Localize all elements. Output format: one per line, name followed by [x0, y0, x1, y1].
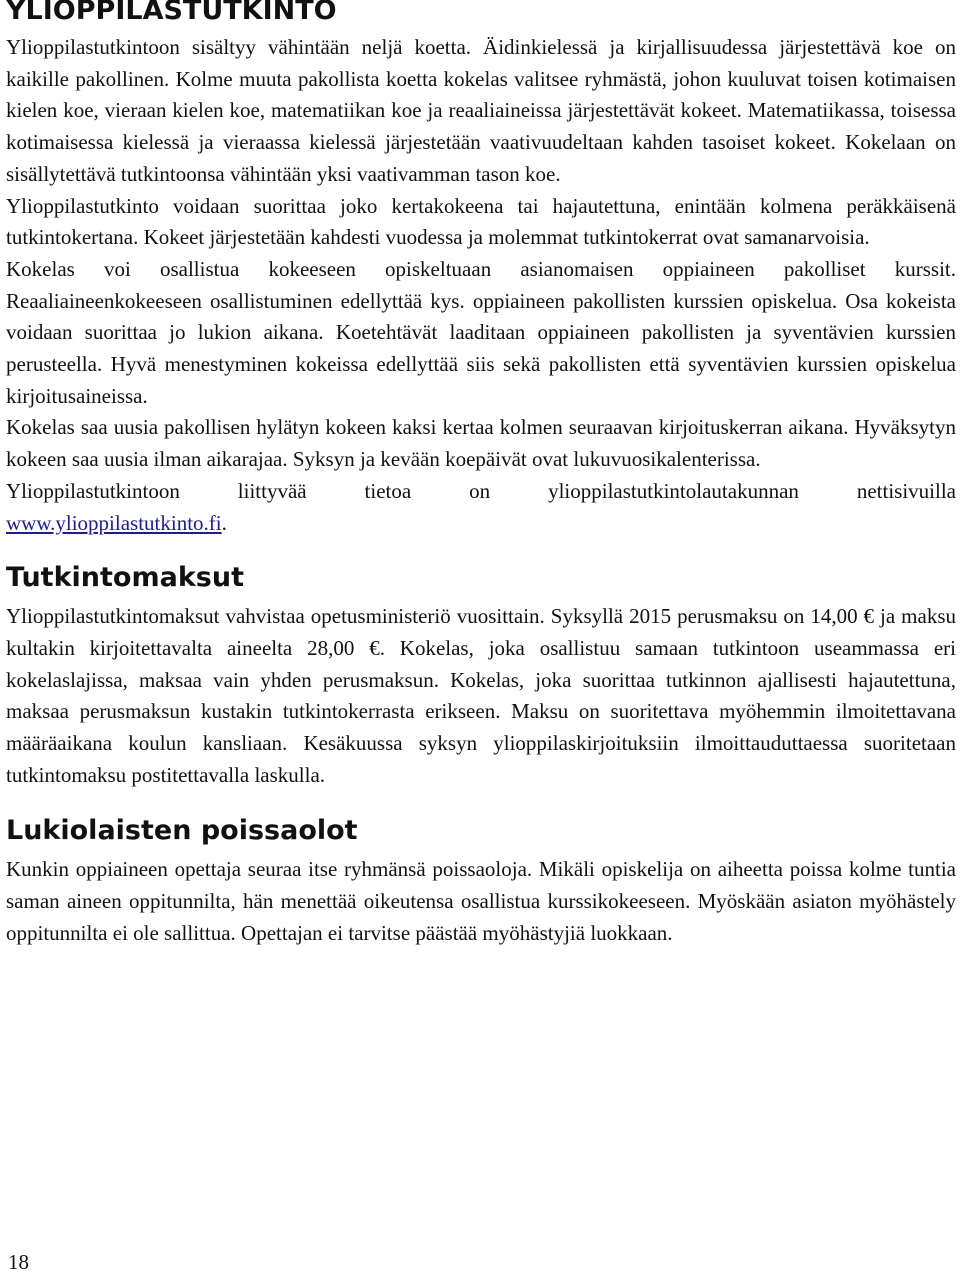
section-title-ylioppilastutkinto: YLIOPPILASTUTKINTO: [6, 0, 337, 26]
section-title-poissaolot: Lukiolaisten poissaolot: [6, 815, 358, 847]
page-number: 18: [8, 1250, 29, 1274]
paragraph-text: Ylioppilastutkintoon liittyvää tietoa on ylioppilastutkintolautakunnan nettisivuilla: [6, 478, 956, 503]
section-title-tutkintomaksut: Tutkintomaksut: [6, 562, 244, 594]
paragraph: Kunkin oppiaineen opettaja seuraa itse ryhmänsä poissaoloja. Mikäli opiskelija on aiheetta poissa kolme tuntia saman aineen oppitunnilta, hän menettää oikeutensa osallistua kurssikokeeseen. Myöskään asiaton myöhästely oppitunnilta ei ole sallittua. Opettajan ei tarvitse päästää myöhästyjiä luokkaan.: [6, 857, 956, 945]
paragraph: Ylioppilastutkinto voidaan suorittaa joko kertakokeena tai hajautettuna, enintään kolmena peräkkäisenä tutkintokertana. Kokeet järjestetään kahdesti vuodessa ja molemmat tutkintokerrat ovat samanarvoisia.: [6, 193, 956, 250]
paragraph: Ylioppilastutkintoon sisältyy vähintään neljä koetta. Äidinkielessä ja kirjallisuudessa järjestettävä koe on kaikille pakollinen. Kolme muuta pakollista koetta kokelas valitsee ryhmästä, johon kuuluvat toisen kotimaisen kielen koe, vieraan kielen koe, matematiikan koe ja reaaliaineissa järjestettävät kokeet. Matematiikassa, toisessa kotimaisessa kielessä ja vieraassa kielessä järjestetään vaativuudeltaan kahden tasoiset kokeet. Kokelaan on sisällytettävä tutkintoonsa vähintään yksi vaativamman tason koe.: [6, 35, 956, 186]
ylioppilastutkinto-link[interactable]: www.ylioppilastutkinto.fi: [6, 510, 222, 535]
paragraph: Ylioppilastutkintomaksut vahvistaa opetusministeriö vuosittain. Syksyllä 2015 perusmaksu on 14,00 € ja maksu kultakin kirjoitettavalta aineelta 28,00 €. Kokelas, joka osallistuu samaan tutkintoon useammassa eri kokelaslajissa, maksaa vain yhden perusmaksun. Kokelas, joka suorittaa tutkinnon ajallisesti hajautettuna, maksaa perusmaksun kustakin tutkintokerrasta erikseen. Maksu on suoritettava myöhemmin ilmoitettavana määräaikana koulun kansliaan. Kesäkuussa syksyn ylioppilaskirjoituksiin ilmoittauduttaessa suoritetaan tutkintomaksu postitettavalla laskulla.: [6, 604, 956, 787]
paragraph-with-link: [6, 476, 956, 539]
document-page: [6, 0, 956, 950]
paragraph: Kokelas voi osallistua kokeeseen opiskeltuaan asianomaisen oppiaineen pakolliset kurssit. Reaaliaineenkokeeseen osallistuminen edellyttää kys. oppiaineen pakollisten kurssien opiskelua. Osa kokeista voidaan suorittaa jo lukion aikana. Koetehtävät laaditaan oppiaineen pakollisten ja syventävien kurssien perusteella. Hyvä menestyminen kokeissa edellyttää siis sekä pakollisten että syventävien kurssien opiskelua kirjoitusaineissa.: [6, 256, 956, 408]
paragraph-end: .: [221, 510, 227, 535]
paragraph: Kokelas saa uusia pakollisen hylätyn kokeen kaksi kertaa kolmen seuraavan kirjoituskerran aikana. Hyväksytyn kokeen saa uusia ilman aikarajaa. Syksyn ja kevään koepäivät ovat lukuvuosikalenterissa.: [6, 415, 956, 472]
